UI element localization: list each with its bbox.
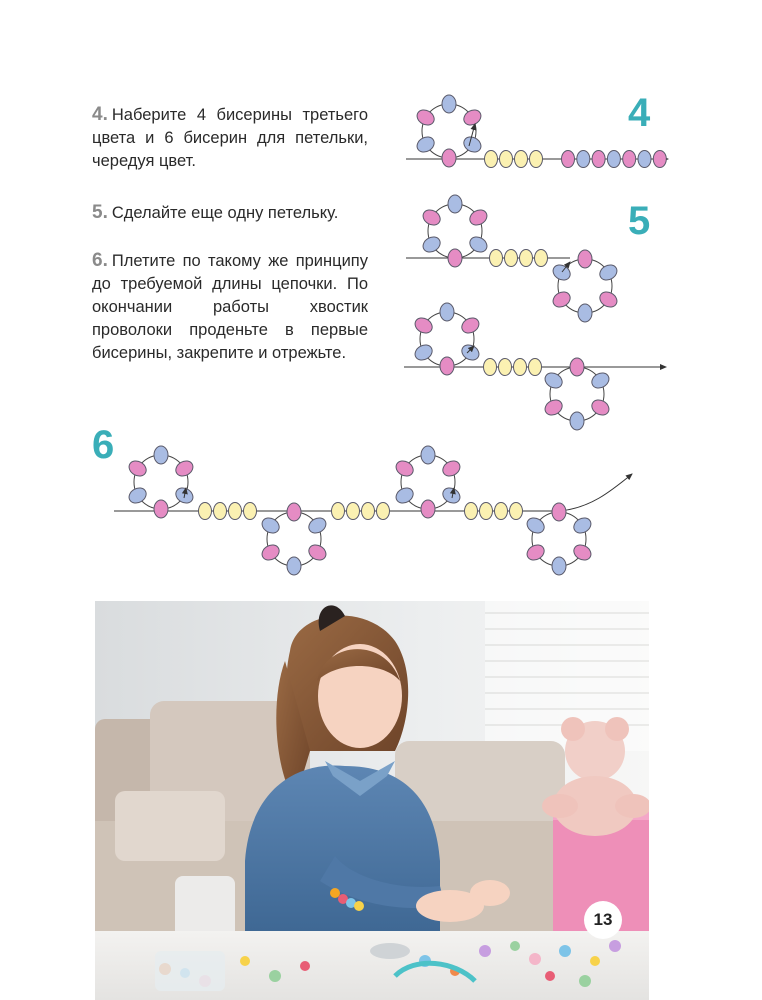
bead — [126, 485, 149, 506]
bead — [499, 359, 512, 376]
bead — [465, 503, 478, 520]
bead — [542, 397, 565, 418]
diagram-step-6 — [114, 446, 632, 575]
bead — [480, 503, 493, 520]
bead — [520, 250, 533, 267]
bead — [535, 250, 548, 267]
bead — [578, 304, 592, 322]
bead — [259, 515, 282, 536]
bead — [287, 557, 301, 575]
bead — [484, 359, 497, 376]
bead — [638, 151, 651, 168]
bead — [515, 151, 528, 168]
diagram-4-label: 4 — [628, 91, 651, 135]
bead — [362, 503, 375, 520]
bead — [459, 342, 482, 363]
bead — [414, 134, 437, 155]
bead — [589, 370, 612, 391]
bead — [412, 342, 435, 363]
diagram-step-4 — [406, 91, 668, 168]
bead — [448, 195, 462, 213]
bead — [571, 542, 594, 563]
bead — [550, 262, 573, 283]
bead — [524, 542, 547, 563]
bead — [510, 503, 523, 520]
bead — [154, 500, 168, 518]
bead — [530, 151, 543, 168]
bead — [414, 107, 437, 128]
bead — [570, 358, 584, 376]
bead — [577, 151, 590, 168]
bead — [550, 289, 573, 310]
bead — [562, 151, 575, 168]
step-4-text: Наберите 4 бисерины третьего цвета и 6 бисерин для петельки, чередуя цвет. — [92, 106, 368, 170]
bead — [199, 503, 212, 520]
step-6-number: 6. — [92, 250, 108, 271]
bead — [420, 207, 443, 228]
diagram-5-label: 5 — [628, 199, 651, 243]
bead — [421, 446, 435, 464]
step-5-number: 5. — [92, 202, 108, 223]
bead — [377, 503, 390, 520]
bead — [306, 542, 329, 563]
bead — [393, 485, 416, 506]
photo-illustration — [95, 601, 649, 1000]
bead — [244, 503, 257, 520]
bead — [461, 134, 484, 155]
thread-arrow — [560, 474, 632, 511]
bead — [448, 249, 462, 267]
bead — [607, 151, 620, 168]
bead — [412, 315, 435, 336]
bead — [542, 370, 565, 391]
step-5-text: Сделайте еще одну петельку. — [111, 204, 339, 222]
bead — [597, 262, 620, 283]
bead — [467, 234, 490, 255]
bead — [154, 446, 168, 464]
bead — [393, 458, 416, 479]
bead — [440, 357, 454, 375]
bead — [461, 107, 484, 128]
bead — [459, 315, 482, 336]
bead — [592, 151, 605, 168]
diagram-6-label: 6 — [92, 423, 115, 467]
bead — [514, 359, 527, 376]
bead — [442, 95, 456, 113]
bead — [287, 503, 301, 521]
diagram-step-5-top — [406, 195, 620, 322]
step-6-text: Плетите по такому же принципу до требуемой длины цепочки. По окончании работы хвостик проволоки проденьте в первые бисерины, закрепите и отрежьте. — [92, 252, 368, 362]
bead — [259, 542, 282, 563]
bead — [500, 151, 513, 168]
diagram-step-5-bottom — [404, 303, 666, 430]
bead — [623, 151, 636, 168]
bead — [440, 485, 463, 506]
bead — [597, 289, 620, 310]
bead — [467, 207, 490, 228]
step-4-number: 4. — [92, 104, 108, 125]
bead — [173, 458, 196, 479]
bead — [524, 515, 547, 536]
bead — [440, 303, 454, 321]
bead — [214, 503, 227, 520]
bead — [589, 397, 612, 418]
bead — [332, 503, 345, 520]
photo-girl-beading — [95, 601, 649, 1000]
bead — [347, 503, 360, 520]
bead — [552, 503, 566, 521]
bead — [571, 515, 594, 536]
bead — [420, 234, 443, 255]
bead — [126, 458, 149, 479]
bead — [490, 250, 503, 267]
bead — [529, 359, 542, 376]
bead — [653, 151, 666, 168]
bead — [306, 515, 329, 536]
bead — [570, 412, 584, 430]
bead — [440, 458, 463, 479]
bead — [578, 250, 592, 268]
bead — [552, 557, 566, 575]
bead — [421, 500, 435, 518]
bead — [485, 151, 498, 168]
bead — [495, 503, 508, 520]
page-number: 13 — [584, 901, 622, 939]
bead — [442, 149, 456, 167]
bead — [229, 503, 242, 520]
bead — [505, 250, 518, 267]
